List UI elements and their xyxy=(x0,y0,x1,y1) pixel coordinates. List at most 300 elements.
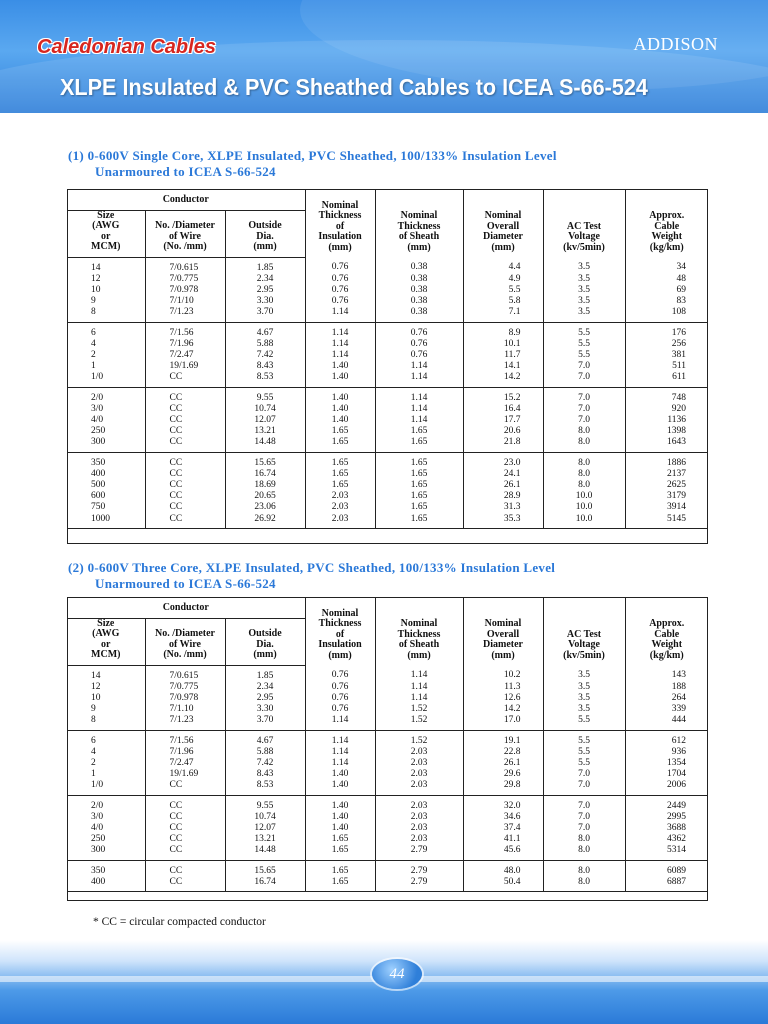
table-cell: 0.76 xyxy=(305,285,375,296)
table-cell: CC xyxy=(145,812,225,823)
table-cell: 350 xyxy=(91,457,106,468)
table-cell: 2.03 xyxy=(305,491,375,502)
table-cell: 0.76 xyxy=(305,682,375,693)
table-cell: 2137 xyxy=(625,469,708,480)
table-cell: 3.70 xyxy=(225,307,305,322)
header-line: Cable xyxy=(654,220,680,232)
table-cell: 16.74 xyxy=(225,469,305,480)
table-cell: 400 xyxy=(67,877,145,892)
header-line: Weight xyxy=(651,639,683,650)
table-cell: 23.06 xyxy=(225,502,305,513)
table-cell: 7/0.775 xyxy=(145,274,225,285)
table-cell: 1/0 xyxy=(67,780,145,795)
table-cell: 1.65 xyxy=(375,426,463,437)
table-cell: 26.1 xyxy=(463,758,543,769)
table-cell: 8 xyxy=(67,307,145,322)
table-row xyxy=(67,350,708,361)
table-cell: 18.69 xyxy=(225,480,305,491)
table-cell: 3.30 xyxy=(225,704,305,715)
table-cell: 6887 xyxy=(625,877,708,892)
table-cell: 6089 xyxy=(625,860,708,877)
table-cell: 1.14 xyxy=(305,339,375,350)
table-cell: 3.5 xyxy=(543,704,625,715)
table-cell: 8.0 xyxy=(543,469,625,480)
header-line: Nominal xyxy=(484,210,522,221)
brand-logo: Caledonian Cables xyxy=(37,36,216,58)
table-cell: 16.4 xyxy=(463,404,543,415)
table-cell: 10.0 xyxy=(543,502,625,513)
table-cell: 2 xyxy=(91,349,96,360)
table-row xyxy=(67,469,708,480)
table-cell: 0.76 xyxy=(305,274,375,285)
table-row xyxy=(67,860,708,877)
table-cell: 1704 xyxy=(625,769,708,780)
table-cell: 69 xyxy=(625,285,708,296)
table-cell: 3.5 xyxy=(543,285,625,296)
header-line: or xyxy=(101,638,111,650)
table-cell: 3.5 xyxy=(543,665,625,682)
header-line: (mm) xyxy=(253,241,277,252)
single-core-table xyxy=(67,189,708,529)
table-cell: 14 xyxy=(91,670,101,681)
table-cell: 12.6 xyxy=(463,693,543,704)
table-cell: 10.2 xyxy=(463,665,543,682)
table-cell: 2 xyxy=(91,757,96,768)
table-cell: 21.8 xyxy=(463,437,543,452)
table-cell: 1886 xyxy=(625,452,708,469)
table-cell: 7/0.775 xyxy=(145,682,225,693)
table-cell: 0.76 xyxy=(375,322,463,339)
table-cell: 2.34 xyxy=(225,682,305,693)
header-line: No. /Diameter xyxy=(155,628,215,639)
conductor-header: Conductor xyxy=(67,597,305,618)
header-line: of Sheath xyxy=(398,639,440,650)
table-cell: 34.6 xyxy=(463,812,543,823)
table-row xyxy=(67,704,708,715)
table-cell: 7.42 xyxy=(225,758,305,769)
table-cell: 6 xyxy=(91,735,96,746)
table-cell: 2.03 xyxy=(305,502,375,513)
table-cell: 8.0 xyxy=(543,437,625,452)
header-line: Insulation xyxy=(318,231,362,242)
table-cell: 1.85 xyxy=(225,257,305,274)
table-cell: 8.0 xyxy=(543,834,625,845)
header-line: (mm) xyxy=(407,241,431,253)
table-cell: 0.76 xyxy=(375,350,463,361)
table-cell: 0.76 xyxy=(375,339,463,350)
table-cell: 9 xyxy=(91,704,96,715)
table-cell: 6 xyxy=(91,327,96,338)
table-cell: 24.1 xyxy=(463,469,543,480)
table-cell: 1.40 xyxy=(305,387,375,404)
header-line: Dia. xyxy=(256,638,274,650)
table-cell: 5.5 xyxy=(543,322,625,339)
table-row xyxy=(67,823,708,834)
table-cell: 19/1.69 xyxy=(145,361,225,372)
table-cell: 2625 xyxy=(625,480,708,491)
table-cell: 1.65 xyxy=(305,877,375,892)
table-cell: 7.0 xyxy=(543,415,625,426)
table-cell: 10 xyxy=(91,284,101,295)
header-line: Thickness xyxy=(318,210,362,221)
table-cell: CC xyxy=(145,877,225,892)
header-line: Overall xyxy=(486,628,520,640)
table-cell: 2.79 xyxy=(375,845,463,860)
table-cell: 1/0 xyxy=(67,372,145,387)
table-cell: 5.5 xyxy=(543,730,625,747)
table-row xyxy=(67,693,708,704)
table-cell: 31.3 xyxy=(463,502,543,513)
table-cell: 10.0 xyxy=(543,514,625,529)
sheath-header xyxy=(375,597,463,665)
table-cell: 1.52 xyxy=(375,704,463,715)
table-cell: 511 xyxy=(625,361,708,372)
table-cell: 4.9 xyxy=(463,274,543,285)
outside-dia-header xyxy=(225,210,305,257)
table-cell: 1.52 xyxy=(375,715,463,730)
sheath-header xyxy=(375,189,463,257)
table-cell: CC xyxy=(145,480,225,491)
table-cell: 13.21 xyxy=(225,426,305,437)
page-number: 44 xyxy=(372,959,422,989)
table-cell: 108 xyxy=(625,307,708,322)
table-row xyxy=(67,296,708,307)
table-cell: 0.38 xyxy=(375,257,463,274)
table-cell: 5.5 xyxy=(543,715,625,730)
size-header xyxy=(67,618,145,665)
table-cell: 14 xyxy=(91,262,101,273)
table-cell: 1354 xyxy=(625,758,708,769)
table-cell: 7/1/10 xyxy=(145,296,225,307)
table-cell: 188 xyxy=(625,682,708,693)
header-line: Voltage xyxy=(568,231,600,242)
table-cell: 1.65 xyxy=(375,480,463,491)
table-cell: 4/0 xyxy=(91,414,104,425)
row-group xyxy=(67,730,708,795)
ac-test-header xyxy=(543,597,625,665)
table-cell: 7/1.56 xyxy=(145,730,225,747)
table-cell: 26.92 xyxy=(225,514,305,529)
table-cell: 12 xyxy=(91,273,101,284)
header-line: Size xyxy=(97,209,115,221)
table-cell: 1.65 xyxy=(375,437,463,452)
table-cell: 0.38 xyxy=(375,296,463,307)
table-cell: 0.76 xyxy=(305,704,375,715)
header-line: Dia. xyxy=(256,230,274,242)
table-cell: 1.65 xyxy=(375,514,463,529)
table-row xyxy=(67,480,708,491)
table-cell: 2.95 xyxy=(225,285,305,296)
table-cell: 1643 xyxy=(625,437,708,452)
table-cell: 15.65 xyxy=(225,452,305,469)
table-cell: 1.40 xyxy=(305,823,375,834)
page-header xyxy=(0,0,768,113)
header-line: Cable xyxy=(654,628,680,640)
section-2-title-line1: (2) 0-600V Three Core, XLPE Insulated, PVC Sheathed, 100/133% Insulation Level xyxy=(68,560,556,575)
table-cell: 7/1.96 xyxy=(145,747,225,758)
table-cell: 1.40 xyxy=(305,795,375,812)
table-cell: 1.14 xyxy=(305,747,375,758)
table-cell: 7.0 xyxy=(543,387,625,404)
header-line: Nominal xyxy=(484,618,522,629)
table-cell: 19/1.69 xyxy=(145,769,225,780)
table-cell: 29.6 xyxy=(463,769,543,780)
table-cell: 2/0 xyxy=(91,800,104,811)
table-cell: 1.65 xyxy=(305,860,375,877)
header-line: (mm) xyxy=(253,649,277,660)
table-cell: 0.38 xyxy=(375,285,463,296)
header-line: (mm) xyxy=(328,241,352,253)
header-line: Thickness xyxy=(397,628,441,640)
table-cell: 1.14 xyxy=(375,682,463,693)
table-cell: 3/0 xyxy=(91,811,104,822)
table-cell: 7.0 xyxy=(543,812,625,823)
table-cell: 5.5 xyxy=(463,285,543,296)
header-line: (kv/5min) xyxy=(563,649,605,661)
table-cell: 2006 xyxy=(625,780,708,795)
table-cell: 2.03 xyxy=(375,795,463,812)
table-row xyxy=(67,758,708,769)
row-group xyxy=(67,257,708,322)
table-row xyxy=(67,715,708,730)
header-line: Voltage xyxy=(568,639,600,650)
header-line: of Wire xyxy=(169,230,201,242)
table-cell: 8.0 xyxy=(543,480,625,491)
insulation-header xyxy=(305,597,375,665)
table-cell: 50.4 xyxy=(463,877,543,892)
table-row xyxy=(67,274,708,285)
table-cell: 176 xyxy=(625,322,708,339)
table-cell: 1.40 xyxy=(305,415,375,426)
wire-header xyxy=(145,618,225,665)
table-row xyxy=(67,437,708,452)
table-cell: 8.0 xyxy=(543,426,625,437)
table-cell: 1.65 xyxy=(305,426,375,437)
header-line: of Wire xyxy=(169,638,201,650)
table-cell: 22.8 xyxy=(463,747,543,758)
table-cell: CC xyxy=(145,415,225,426)
table-cell: 600 xyxy=(91,491,106,502)
header-line: (mm) xyxy=(491,241,515,253)
ac-test-header xyxy=(543,189,625,257)
table-cell: 8.53 xyxy=(225,780,305,795)
table-cell: 400 xyxy=(91,468,106,479)
table-cell: 20.6 xyxy=(463,426,543,437)
table-cell: 1.14 xyxy=(305,715,375,730)
table-cell: 444 xyxy=(625,715,708,730)
table-cell: 1.40 xyxy=(305,780,375,795)
table-cell: 10 xyxy=(91,692,101,703)
table-cell: 256 xyxy=(625,339,708,350)
table-cell: 1.65 xyxy=(305,452,375,469)
section-1-title-line2: Unarmoured to ICEA S-66-524 xyxy=(95,164,276,179)
table-cell: 2.03 xyxy=(375,769,463,780)
table-cell: 7.0 xyxy=(543,372,625,387)
table-cell: 4.67 xyxy=(225,322,305,339)
table-cell: 10.1 xyxy=(463,339,543,350)
table-cell: CC xyxy=(145,502,225,513)
table-cell: 2.79 xyxy=(375,860,463,877)
section-2-title-line2: Unarmoured to ICEA S-66-524 xyxy=(95,576,276,591)
table-cell: 7.1 xyxy=(463,307,543,322)
table-cell: 748 xyxy=(625,387,708,404)
table-cell: 4.67 xyxy=(225,730,305,747)
table-cell: 936 xyxy=(625,747,708,758)
table-cell: 8.0 xyxy=(543,877,625,892)
table-cell: 300 xyxy=(67,437,145,452)
table-cell: CC xyxy=(145,834,225,845)
table-cell: 3.5 xyxy=(543,693,625,704)
table-row xyxy=(67,491,708,502)
table-cell: 1.40 xyxy=(305,812,375,823)
table-cell: CC xyxy=(145,514,225,529)
table-cell: 1.65 xyxy=(305,480,375,491)
table-cell: 3.70 xyxy=(225,715,305,730)
section-1-title xyxy=(68,148,557,180)
table-row xyxy=(67,780,708,795)
table-cell: 7/1.23 xyxy=(145,307,225,322)
table-cell: 4/0 xyxy=(91,822,104,833)
table-cell: 1.14 xyxy=(305,350,375,361)
table-cell: 1.14 xyxy=(375,404,463,415)
table-cell: 3.5 xyxy=(543,274,625,285)
table-cell: 7/1.23 xyxy=(145,715,225,730)
table-cell: 2449 xyxy=(625,795,708,812)
table-cell: 5.5 xyxy=(543,350,625,361)
table-cell: 23.0 xyxy=(463,452,543,469)
table-cell: 12.07 xyxy=(225,823,305,834)
table-cell: 19.1 xyxy=(463,730,543,747)
table-cell: CC xyxy=(145,845,225,860)
table-row xyxy=(67,307,708,322)
table-cell: 9 xyxy=(91,296,96,307)
table-cell: 0.76 xyxy=(305,693,375,704)
table-cell: 10.0 xyxy=(543,491,625,502)
table-cell: 20.65 xyxy=(225,491,305,502)
header-line: MCM) xyxy=(91,649,121,660)
table-row xyxy=(67,682,708,693)
weight-header xyxy=(625,597,708,665)
table-cell: CC xyxy=(145,404,225,415)
table-cell: 29.8 xyxy=(463,780,543,795)
header-line: Outside xyxy=(248,220,282,231)
table-cell: 12 xyxy=(91,681,101,692)
table-cell: 339 xyxy=(625,704,708,715)
header-line: Nominal xyxy=(400,210,438,221)
table-cell: 1.14 xyxy=(375,665,463,682)
header-line: MCM) xyxy=(91,241,121,252)
table-cell: 1398 xyxy=(625,426,708,437)
table-cell: 0.76 xyxy=(305,257,375,274)
table-cell: 1.14 xyxy=(375,387,463,404)
table-row xyxy=(67,769,708,780)
table-cell: 7.0 xyxy=(543,769,625,780)
table-cell: 14.48 xyxy=(225,845,305,860)
company-name: ADDISON xyxy=(633,34,718,54)
table-cell: CC xyxy=(145,372,225,387)
table-cell: 2.34 xyxy=(225,274,305,285)
table-cell: CC xyxy=(145,437,225,452)
table-cell: 45.6 xyxy=(463,845,543,860)
table-cell: 7.42 xyxy=(225,350,305,361)
header-line: Thickness xyxy=(318,618,362,629)
header-line: Nominal xyxy=(321,199,359,211)
section-2-title xyxy=(68,560,555,592)
table-cell: 1.14 xyxy=(305,730,375,747)
header-line: Nominal xyxy=(321,607,359,619)
table-cell: 3.5 xyxy=(543,682,625,693)
table-cell: 1.14 xyxy=(375,415,463,426)
table-row xyxy=(67,415,708,426)
table-cell: 2.03 xyxy=(305,514,375,529)
header-line: (kg/km) xyxy=(649,649,684,661)
table-row xyxy=(67,426,708,437)
table-cell: 8.0 xyxy=(543,452,625,469)
table-cell: 34 xyxy=(625,257,708,274)
table-cell: 2/0 xyxy=(91,392,104,403)
table-cell: 250 xyxy=(91,426,106,437)
table-cell: 8.43 xyxy=(225,361,305,372)
table-cell: 5.88 xyxy=(225,747,305,758)
table-cell: CC xyxy=(145,860,225,877)
table-cell: 11.7 xyxy=(463,350,543,361)
header-line: or xyxy=(101,230,111,242)
table-cell: 0.38 xyxy=(375,307,463,322)
table-cell: 10.74 xyxy=(225,404,305,415)
table-cell: 8 xyxy=(67,715,145,730)
table-cell: 8.0 xyxy=(543,845,625,860)
overall-diameter-header xyxy=(463,597,543,665)
header-line: of xyxy=(335,220,345,232)
table-cell: 1.65 xyxy=(305,469,375,480)
header-line: (kg/km) xyxy=(649,241,684,253)
table-cell: 1.14 xyxy=(375,693,463,704)
table-cell: 37.4 xyxy=(463,823,543,834)
table-cell: CC xyxy=(145,387,225,404)
table-row xyxy=(67,404,708,415)
table-cell: 7/1.96 xyxy=(145,339,225,350)
header-line: (No. /mm) xyxy=(163,241,207,252)
table-cell: 1.14 xyxy=(375,372,463,387)
table-cell: 5.8 xyxy=(463,296,543,307)
table-cell: 143 xyxy=(625,665,708,682)
table-cell: 35.3 xyxy=(463,514,543,529)
table-row xyxy=(67,514,708,529)
table-cell: 3.30 xyxy=(225,296,305,307)
table-cell: 381 xyxy=(625,350,708,361)
table-cell: 611 xyxy=(625,372,708,387)
table-cell: 1.14 xyxy=(305,307,375,322)
row-group xyxy=(67,665,708,730)
overall-diameter-header xyxy=(463,189,543,257)
table-cell: 1.14 xyxy=(305,758,375,769)
table-row xyxy=(67,372,708,387)
table-cell: 2.03 xyxy=(375,758,463,769)
table-row xyxy=(67,361,708,372)
table-row xyxy=(67,730,708,747)
table-cell: 1.40 xyxy=(305,404,375,415)
header-line: Approx. xyxy=(649,618,685,629)
table-cell: 1136 xyxy=(625,415,708,426)
table-row xyxy=(67,795,708,812)
table-cell: 5.5 xyxy=(543,747,625,758)
table-cell: 1.40 xyxy=(305,361,375,372)
conductor-header: Conductor xyxy=(67,189,305,210)
header-line: Size xyxy=(97,617,115,629)
table-cell: 500 xyxy=(91,479,106,490)
table-cell: CC xyxy=(145,426,225,437)
table-cell: 2.95 xyxy=(225,693,305,704)
